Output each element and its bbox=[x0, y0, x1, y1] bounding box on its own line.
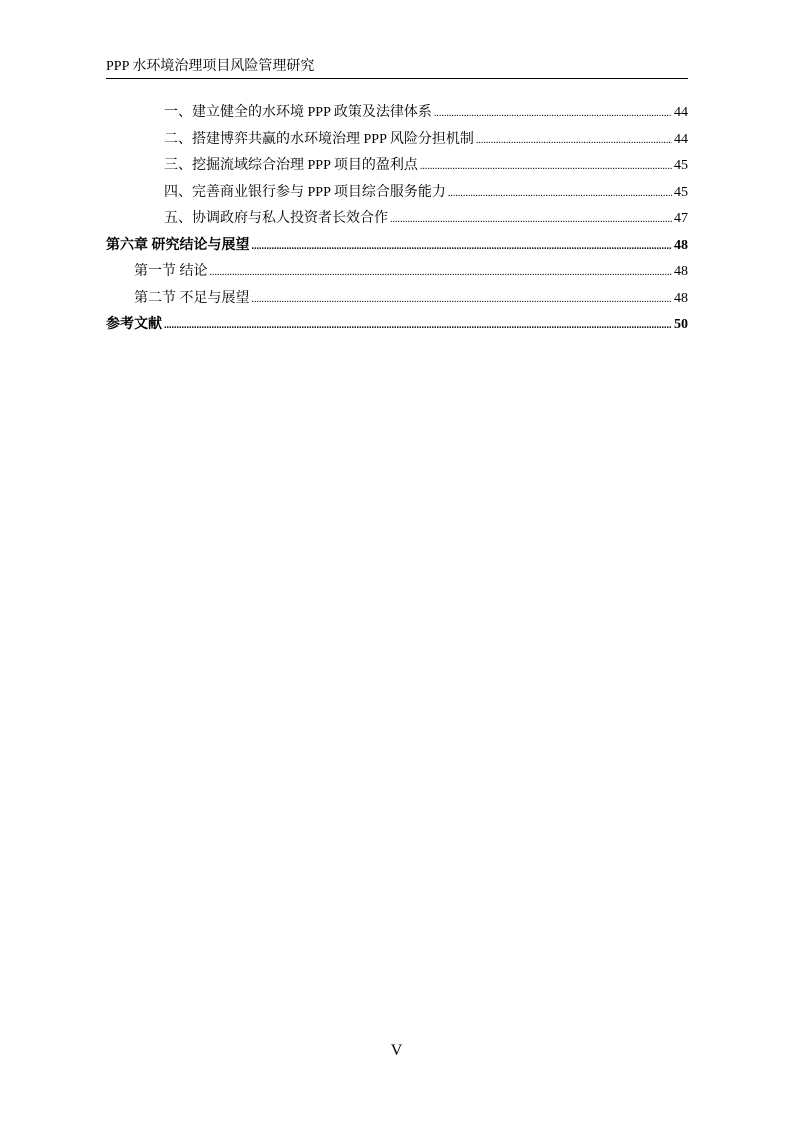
toc-dot-leader bbox=[448, 181, 672, 208]
toc-dot-leader bbox=[252, 234, 673, 261]
toc-dot-leader bbox=[390, 207, 672, 234]
toc-entry-label: 第一节 结论 bbox=[134, 264, 208, 279]
toc-entry-page: 45 bbox=[674, 158, 688, 173]
toc-dot-leader bbox=[252, 287, 673, 314]
toc-entry-label: 五、协调政府与私人投资者长效合作 bbox=[164, 211, 388, 226]
running-header bbox=[106, 58, 688, 79]
toc-entry-commercial-bank-service[interactable] bbox=[106, 180, 688, 207]
toc-entry-chapter-6[interactable] bbox=[106, 233, 688, 260]
toc-entry-page: 48 bbox=[674, 264, 688, 279]
toc-entry-page: 48 bbox=[674, 237, 688, 253]
table-of-contents bbox=[106, 100, 688, 339]
toc-dot-leader bbox=[476, 128, 672, 155]
toc-entry-page: 45 bbox=[674, 184, 688, 200]
toc-entry-label: 二、搭建博弈共赢的水环境治理 PPP 风险分担机制 bbox=[164, 131, 474, 147]
toc-dot-leader bbox=[420, 154, 672, 181]
toc-entry-references[interactable] bbox=[106, 312, 688, 339]
toc-dot-leader bbox=[164, 313, 672, 340]
toc-entry-label: 四、完善商业银行参与 PPP 项目综合服务能力 bbox=[164, 184, 446, 200]
toc-entry-label: 三、挖掘流域综合治理 PPP 项目的盈利点 bbox=[164, 158, 418, 173]
toc-entry-page: 48 bbox=[674, 290, 688, 306]
toc-entry-risk-sharing-mechanism[interactable] bbox=[106, 127, 688, 154]
toc-entry-label: 一、建立健全的水环境 PPP 政策及法律体系 bbox=[164, 105, 432, 120]
page-number: V bbox=[390, 1042, 403, 1059]
toc-entry-label: 第二节 不足与展望 bbox=[134, 290, 250, 306]
toc-entry-section-conclusion[interactable] bbox=[106, 259, 688, 286]
toc-entry-page: 47 bbox=[674, 211, 688, 226]
toc-entry-section-limitations[interactable] bbox=[106, 286, 688, 313]
toc-dot-leader bbox=[210, 260, 673, 287]
toc-entry-profit-points[interactable] bbox=[106, 153, 688, 180]
toc-dot-leader bbox=[434, 101, 672, 128]
toc-entry-policy-law-system[interactable] bbox=[106, 100, 688, 127]
toc-entry-long-term-cooperation[interactable] bbox=[106, 206, 688, 233]
toc-entry-page: 44 bbox=[674, 105, 688, 120]
toc-entry-label: 参考文献 bbox=[106, 317, 162, 332]
running-header-title: PPP 水环境治理项目风险管理研究 bbox=[106, 59, 315, 74]
toc-entry-label: 第六章 研究结论与展望 bbox=[106, 237, 250, 253]
toc-entry-page: 50 bbox=[674, 317, 688, 332]
toc-entry-page: 44 bbox=[674, 131, 688, 147]
